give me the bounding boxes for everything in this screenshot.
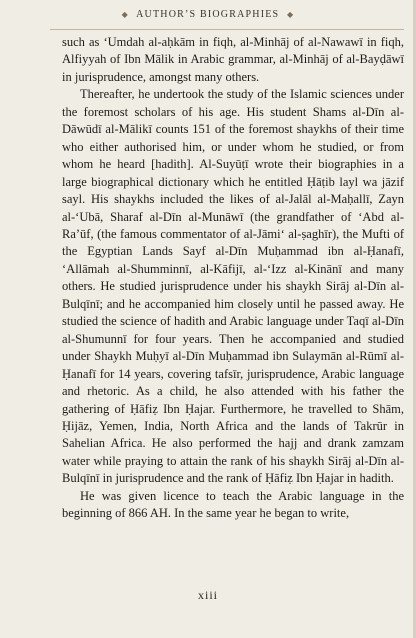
running-header [0, 9, 416, 20]
header-rule [50, 29, 404, 30]
running-header-title: AUTHOR’S BIOGRAPHIES [136, 9, 280, 20]
diamond-ornament-icon: ◆ [287, 10, 295, 19]
paragraph-3: He was given licence to teach the Arabic language in the beginning of 866 AH. In the same year he began to write, [62, 488, 404, 521]
diamond-ornament-icon: ◆ [121, 10, 129, 19]
body-text [62, 34, 404, 523]
paragraph-1: such as ‘Umdah al-aḥkām in fiqh, al-Minhāj of al-Nawawī in fiqh, Alfiyyah of Ibn Mālik in Arabic grammar, al-Minhāj of al-Bayḍāwī in jurisprudence, amongst many others. [62, 35, 404, 84]
paragraph-2: Thereafter, he undertook the study of the Islamic sciences under the foremost scholars of his age. His student Shams al-Dīn al-Dāwūdī al-Mālikī counts 151 of the foremost shaykhs of their time who either authorised him, or under whom he studied, or from whom he heard [hadith]. Al-Suyūṭī wrote their biographies in a large biographical dictionary which he entitled Ḥāṭib layl wa jāzif sayl. His shaykhs included the likes of al-Jalāl al-Maḥallī, Zayn al-‘Ubā, Sharaf al-Dīn al-Munāwī (the grandfather of ‘Abd al-Ra’ūf, (the famous commentator of al-Jāmi‘ al-ṣaghīr), the Mufti of the Egyptian Lands Sayf al-Dīn Muḥammad ibn al-Ḥanafī, ‘Allāmah al-Shumminnī, al-Kāfijī, al-‘Izz al-Kinānī and many others. He studied jurisprudence under his shaykh Sirāj al-Dīn al-Bulqīnī; and he accompanied him closely until he passed away. He studied the science of hadith and Arabic language under Taqī al-Dīn al-Shumunnī for four years. Then he accompanied and studied under Shaykh Muḥyī al-Dīn Muḥammad ibn Sulaymān al-Rūmī al-Ḥanafī for 14 years, covering tafsīr, jurisprudence, Arabic language and rhetoric. As a child, he also attended with his father the gathering of Ḥāfiẓ Ibn Ḥajar. Furthermore, he travelled to Shām, Ḥijāz, Yemen, India, North Africa and the lands of Takrūr in Sahelian Africa. He also performed the hajj and drank zamzam water while praying to attain the rank of his shaykh Sirāj al-Dīn al-Bulqīnī in jurisprudence and the rank of Ḥāfiẓ Ibn Ḥajar in hadith. [62, 87, 404, 486]
page-number: xiii [197, 588, 218, 602]
